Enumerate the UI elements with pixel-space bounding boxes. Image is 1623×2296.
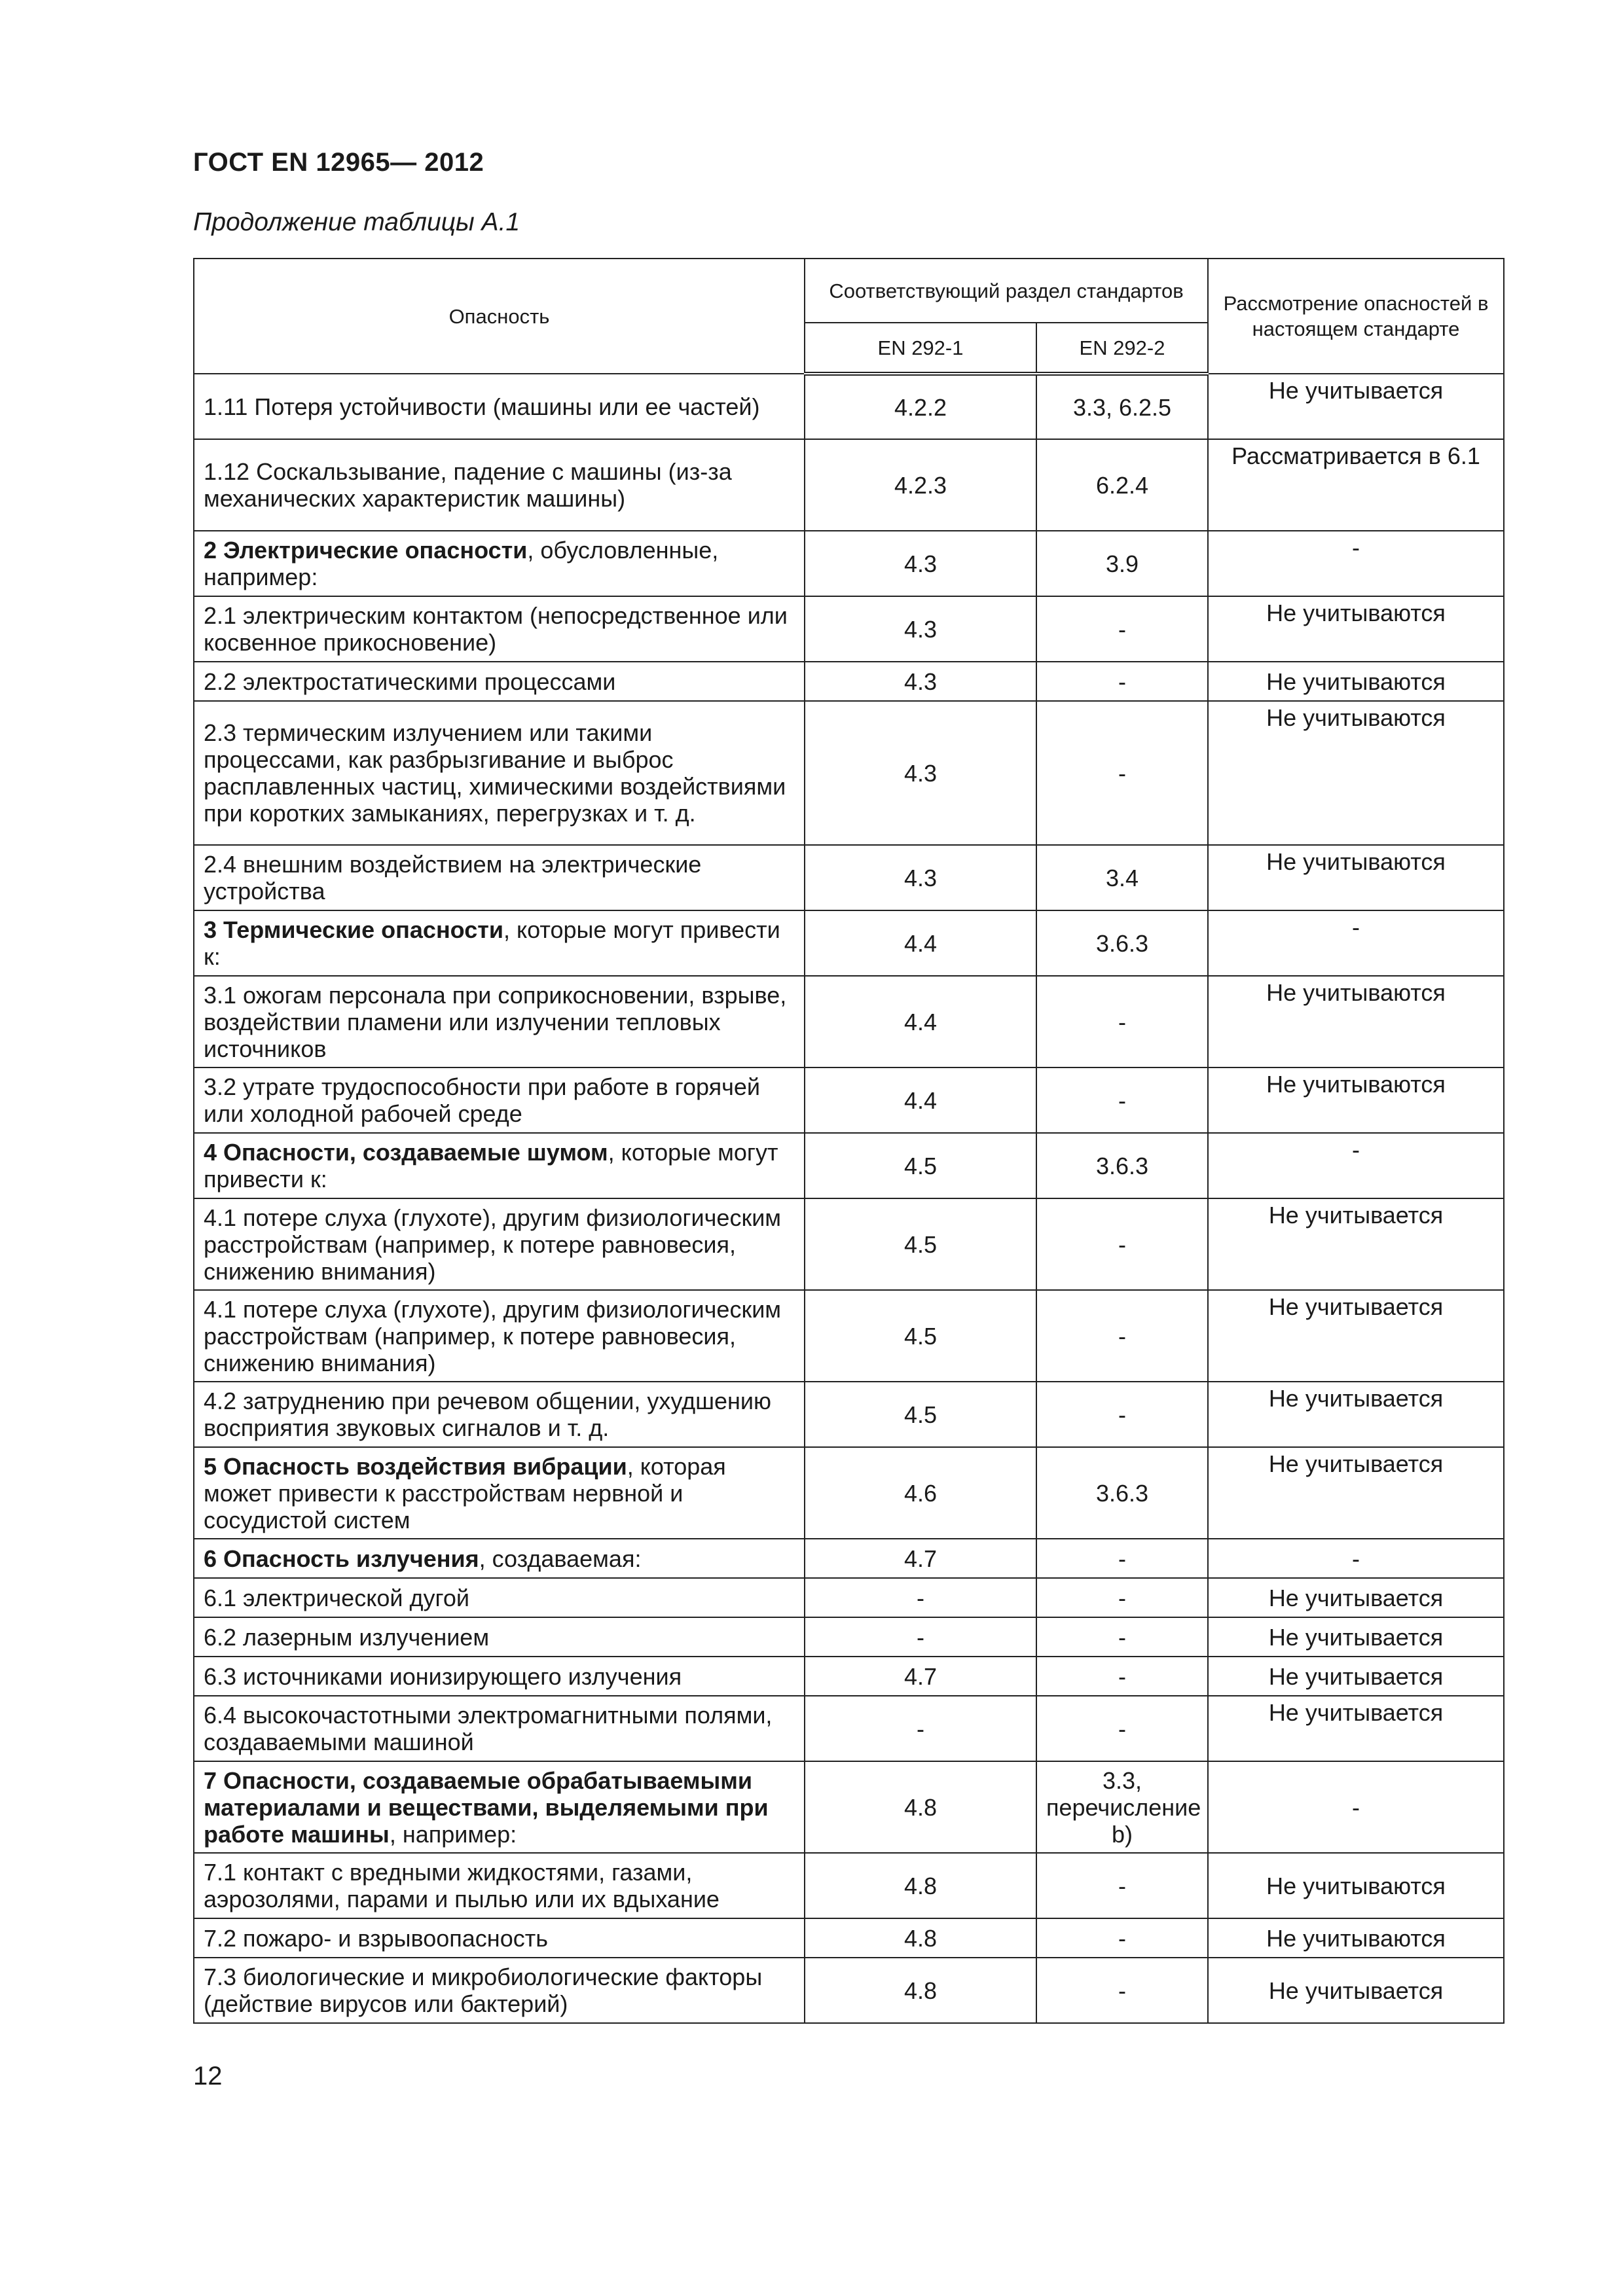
hazard-cell — [194, 1853, 805, 1918]
en-292-2-cell: 6.2.4 — [1036, 439, 1208, 531]
en-292-1-cell: 4.8 — [805, 1761, 1036, 1853]
en-292-1-cell: 4.7 — [805, 1539, 1036, 1578]
hazard-group-title: 7 Опасности, создаваемые обрабатываемыми материалами и веществами, выделяемыми при работе машины — [204, 1767, 769, 1848]
consideration-cell: Рассматривается в 6.1 — [1208, 439, 1504, 531]
col-header-en-292-1: EN 292-1 — [805, 323, 1036, 374]
hazard-cell — [194, 1382, 805, 1447]
consideration-cell: Не учитываются — [1208, 1853, 1504, 1918]
hazard-cell — [194, 1761, 805, 1853]
consideration-cell: Не учитывается — [1208, 1578, 1504, 1617]
col-header-consideration: Рассмотрение опасностей в настоящем стандарте — [1208, 259, 1504, 374]
consideration-cell: Не учитываются — [1208, 845, 1504, 910]
hazard-text: 7.2 пожаро- и взрывоопасность — [204, 1924, 548, 1952]
en-292-2-cell: 3.6.3 — [1036, 910, 1208, 976]
en-292-1-cell: 4.6 — [805, 1447, 1036, 1539]
en-292-1-cell: 4.3 — [805, 845, 1036, 910]
en-292-1-cell: 4.5 — [805, 1198, 1036, 1290]
table-row — [194, 976, 1504, 1067]
hazard-text: 2.2 электростатическими процессами — [204, 668, 616, 695]
hazard-group-title: 5 Опасность воздействия вибрации — [204, 1452, 627, 1480]
table-row — [194, 1382, 1504, 1447]
consideration-cell: - — [1208, 1133, 1504, 1198]
hazard-text: 3.1 ожогам персонала при соприкосновении, взрыве, воздействии пламени или излучении тепловых источников — [204, 981, 787, 1062]
table-row — [194, 910, 1504, 976]
en-292-1-cell: 4.5 — [805, 1133, 1036, 1198]
en-292-1-cell: 4.4 — [805, 1067, 1036, 1133]
col-header-standards-group: Соответствующий раздел стандартов — [805, 259, 1208, 323]
consideration-cell: - — [1208, 910, 1504, 976]
en-292-2-cell: - — [1036, 1067, 1208, 1133]
table-row — [194, 701, 1504, 845]
hazard-text: , например: — [389, 1820, 517, 1848]
hazard-text: 2.3 термическим излучением или такими процессами, как разбрызгивание и выброс расплавленных частиц, химическими воздействиями при коротких замыканиях, перегрузках и т. д. — [204, 719, 786, 827]
en-292-2-cell: - — [1036, 1290, 1208, 1382]
consideration-cell: Не учитывается — [1208, 1447, 1504, 1539]
en-292-2-cell: - — [1036, 596, 1208, 662]
consideration-cell: Не учитывается — [1208, 1290, 1504, 1382]
hazard-cell — [194, 1578, 805, 1617]
hazard-cell — [194, 662, 805, 701]
en-292-1-cell: 4.8 — [805, 1918, 1036, 1958]
en-292-2-cell: 3.3, 6.2.5 — [1036, 374, 1208, 439]
hazard-cell — [194, 1657, 805, 1696]
en-292-1-cell: - — [805, 1617, 1036, 1657]
hazard-text: 2.4 внешним воздействием на электрические устройства — [204, 851, 702, 905]
en-292-2-cell: - — [1036, 1918, 1208, 1958]
hazard-text: 6.3 источниками ионизирующего излучения — [204, 1662, 682, 1690]
consideration-cell: - — [1208, 1761, 1504, 1853]
consideration-cell: Не учитываются — [1208, 1067, 1504, 1133]
col-header-en-292-2: EN 292-2 — [1036, 323, 1208, 374]
table-row — [194, 1290, 1504, 1382]
en-292-2-cell: - — [1036, 1958, 1208, 2023]
col-header-hazard: Опасность — [194, 259, 805, 374]
table-row — [194, 1198, 1504, 1290]
en-292-2-cell: - — [1036, 1853, 1208, 1918]
en-292-1-cell: 4.7 — [805, 1657, 1036, 1696]
consideration-cell: - — [1208, 531, 1504, 596]
hazard-cell — [194, 1918, 805, 1958]
table-caption: Продолжение таблицы А.1 — [193, 208, 520, 236]
hazard-text: 1.11 Потеря устойчивости (машины или ее частей) — [204, 393, 760, 420]
table-row — [194, 662, 1504, 701]
en-292-1-cell: 4.3 — [805, 662, 1036, 701]
table-row — [194, 439, 1504, 531]
table-row — [194, 1853, 1504, 1918]
en-292-2-cell: 3.3, перечисление b) — [1036, 1761, 1208, 1853]
hazard-text: 3.2 утрате трудоспособности при работе в горячей или холодной рабочей среде — [204, 1073, 761, 1127]
hazard-cell — [194, 976, 805, 1067]
consideration-cell: Не учитываются — [1208, 596, 1504, 662]
table-row — [194, 1539, 1504, 1578]
consideration-cell: Не учитываются — [1208, 1918, 1504, 1958]
en-292-1-cell: 4.3 — [805, 596, 1036, 662]
en-292-2-cell: - — [1036, 976, 1208, 1067]
consideration-cell: Не учитываются — [1208, 976, 1504, 1067]
en-292-1-cell: 4.8 — [805, 1853, 1036, 1918]
table-row — [194, 1958, 1504, 2023]
hazard-cell — [194, 1539, 805, 1578]
hazard-cell — [194, 596, 805, 662]
en-292-2-cell: - — [1036, 701, 1208, 845]
hazard-text: 7.1 контакт с вредными жидкостями, газами, аэрозолями, парами и пылью или их вдыхание — [204, 1859, 720, 1912]
en-292-1-cell: 4.3 — [805, 701, 1036, 845]
hazard-text: 4.1 потере слуха (глухоте), другим физиологическим расстройствам (например, к потере равновесия, снижению внимания) — [204, 1204, 782, 1285]
table-row — [194, 845, 1504, 910]
en-292-2-cell: - — [1036, 1696, 1208, 1761]
table-row — [194, 596, 1504, 662]
table-row — [194, 1067, 1504, 1133]
table-row — [194, 531, 1504, 596]
en-292-2-cell: - — [1036, 1198, 1208, 1290]
en-292-1-cell: 4.5 — [805, 1382, 1036, 1447]
hazard-cell — [194, 1067, 805, 1133]
hazards-table — [193, 258, 1504, 2024]
consideration-cell: Не учитываются — [1208, 662, 1504, 701]
hazard-text: , обусловленные, например: — [204, 537, 719, 590]
hazard-text: 4.1 потере слуха (глухоте), другим физиологическим расстройствам (например, к потере равновесия, снижению внимания) — [204, 1295, 782, 1376]
en-292-2-cell: - — [1036, 1617, 1208, 1657]
table-row — [194, 374, 1504, 439]
consideration-cell: Не учитывается — [1208, 1198, 1504, 1290]
hazard-cell — [194, 1198, 805, 1290]
hazard-text: , создаваемая: — [479, 1545, 642, 1572]
consideration-cell: Не учитывается — [1208, 1617, 1504, 1657]
hazard-group-title: 2 Электрические опасности — [204, 537, 528, 564]
en-292-1-cell: 4.2.2 — [805, 374, 1036, 439]
en-292-1-cell: 4.4 — [805, 976, 1036, 1067]
hazard-cell — [194, 845, 805, 910]
hazard-text: , которые могут привести к: — [204, 1139, 778, 1193]
table-row — [194, 1657, 1504, 1696]
consideration-cell: Не учитывается — [1208, 1958, 1504, 2023]
hazard-text: , которые могут привести к: — [204, 916, 780, 970]
hazard-text: 6.4 высокочастотными электромагнитными полями, создаваемыми машиной — [204, 1702, 773, 1755]
hazard-cell — [194, 374, 805, 439]
table-row — [194, 1447, 1504, 1539]
en-292-1-cell: 4.8 — [805, 1958, 1036, 2023]
hazard-text: 6.1 электрической дугой — [204, 1584, 469, 1611]
table-row — [194, 1761, 1504, 1853]
en-292-2-cell: - — [1036, 1657, 1208, 1696]
hazard-group-title: 3 Термические опасности — [204, 916, 503, 943]
en-292-1-cell: 4.3 — [805, 531, 1036, 596]
hazard-cell — [194, 1447, 805, 1539]
en-292-2-cell: 3.6.3 — [1036, 1447, 1208, 1539]
hazard-cell — [194, 1290, 805, 1382]
en-292-1-cell: 4.5 — [805, 1290, 1036, 1382]
hazard-text: 4.2 затруднению при речевом общении, ухудшению восприятия звуковых сигналов и т. д. — [204, 1388, 772, 1441]
consideration-cell: Не учитываются — [1208, 701, 1504, 845]
consideration-cell: Не учитывается — [1208, 1696, 1504, 1761]
en-292-2-cell: - — [1036, 1578, 1208, 1617]
hazard-cell — [194, 439, 805, 531]
en-292-2-cell: - — [1036, 1539, 1208, 1578]
en-292-2-cell: 3.9 — [1036, 531, 1208, 596]
consideration-cell: Не учитывается — [1208, 374, 1504, 439]
hazard-cell — [194, 531, 805, 596]
hazard-cell — [194, 910, 805, 976]
hazard-cell — [194, 1696, 805, 1761]
hazard-text: 1.12 Соскальзывание, падение с машины (из-за механических характеристик машины) — [204, 458, 732, 512]
en-292-2-cell: - — [1036, 1382, 1208, 1447]
table-row — [194, 1617, 1504, 1657]
hazard-cell — [194, 1617, 805, 1657]
table-row — [194, 1578, 1504, 1617]
hazard-group-title: 4 Опасности, создаваемые шумом — [204, 1139, 608, 1166]
hazard-text: , которая может привести к расстройствам нервной и сосудистой систем — [204, 1452, 726, 1534]
en-292-2-cell: - — [1036, 662, 1208, 701]
hazard-group-title: 6 Опасность излучения — [204, 1545, 479, 1572]
table-row — [194, 1696, 1504, 1761]
document-header: ГОСТ EN 12965— 2012 — [193, 148, 484, 177]
table-body — [194, 374, 1504, 2023]
hazard-text: 6.2 лазерным излучением — [204, 1623, 490, 1651]
hazard-cell — [194, 701, 805, 845]
hazard-cell — [194, 1133, 805, 1198]
hazard-cell — [194, 1958, 805, 2023]
consideration-cell: Не учитывается — [1208, 1657, 1504, 1696]
page-number: 12 — [193, 2062, 223, 2090]
en-292-1-cell: - — [805, 1578, 1036, 1617]
consideration-cell: - — [1208, 1539, 1504, 1578]
en-292-1-cell: 4.2.3 — [805, 439, 1036, 531]
consideration-cell: Не учитывается — [1208, 1382, 1504, 1447]
hazard-text: 7.3 биологические и микробиологические факторы (действие вирусов или бактерий) — [204, 1964, 763, 2017]
table-row — [194, 1133, 1504, 1198]
hazard-text: 2.1 электрическим контактом (непосредственное или косвенное прикосновение) — [204, 602, 788, 656]
en-292-2-cell: 3.6.3 — [1036, 1133, 1208, 1198]
en-292-1-cell: - — [805, 1696, 1036, 1761]
en-292-1-cell: 4.4 — [805, 910, 1036, 976]
en-292-2-cell: 3.4 — [1036, 845, 1208, 910]
table-row — [194, 1918, 1504, 1958]
